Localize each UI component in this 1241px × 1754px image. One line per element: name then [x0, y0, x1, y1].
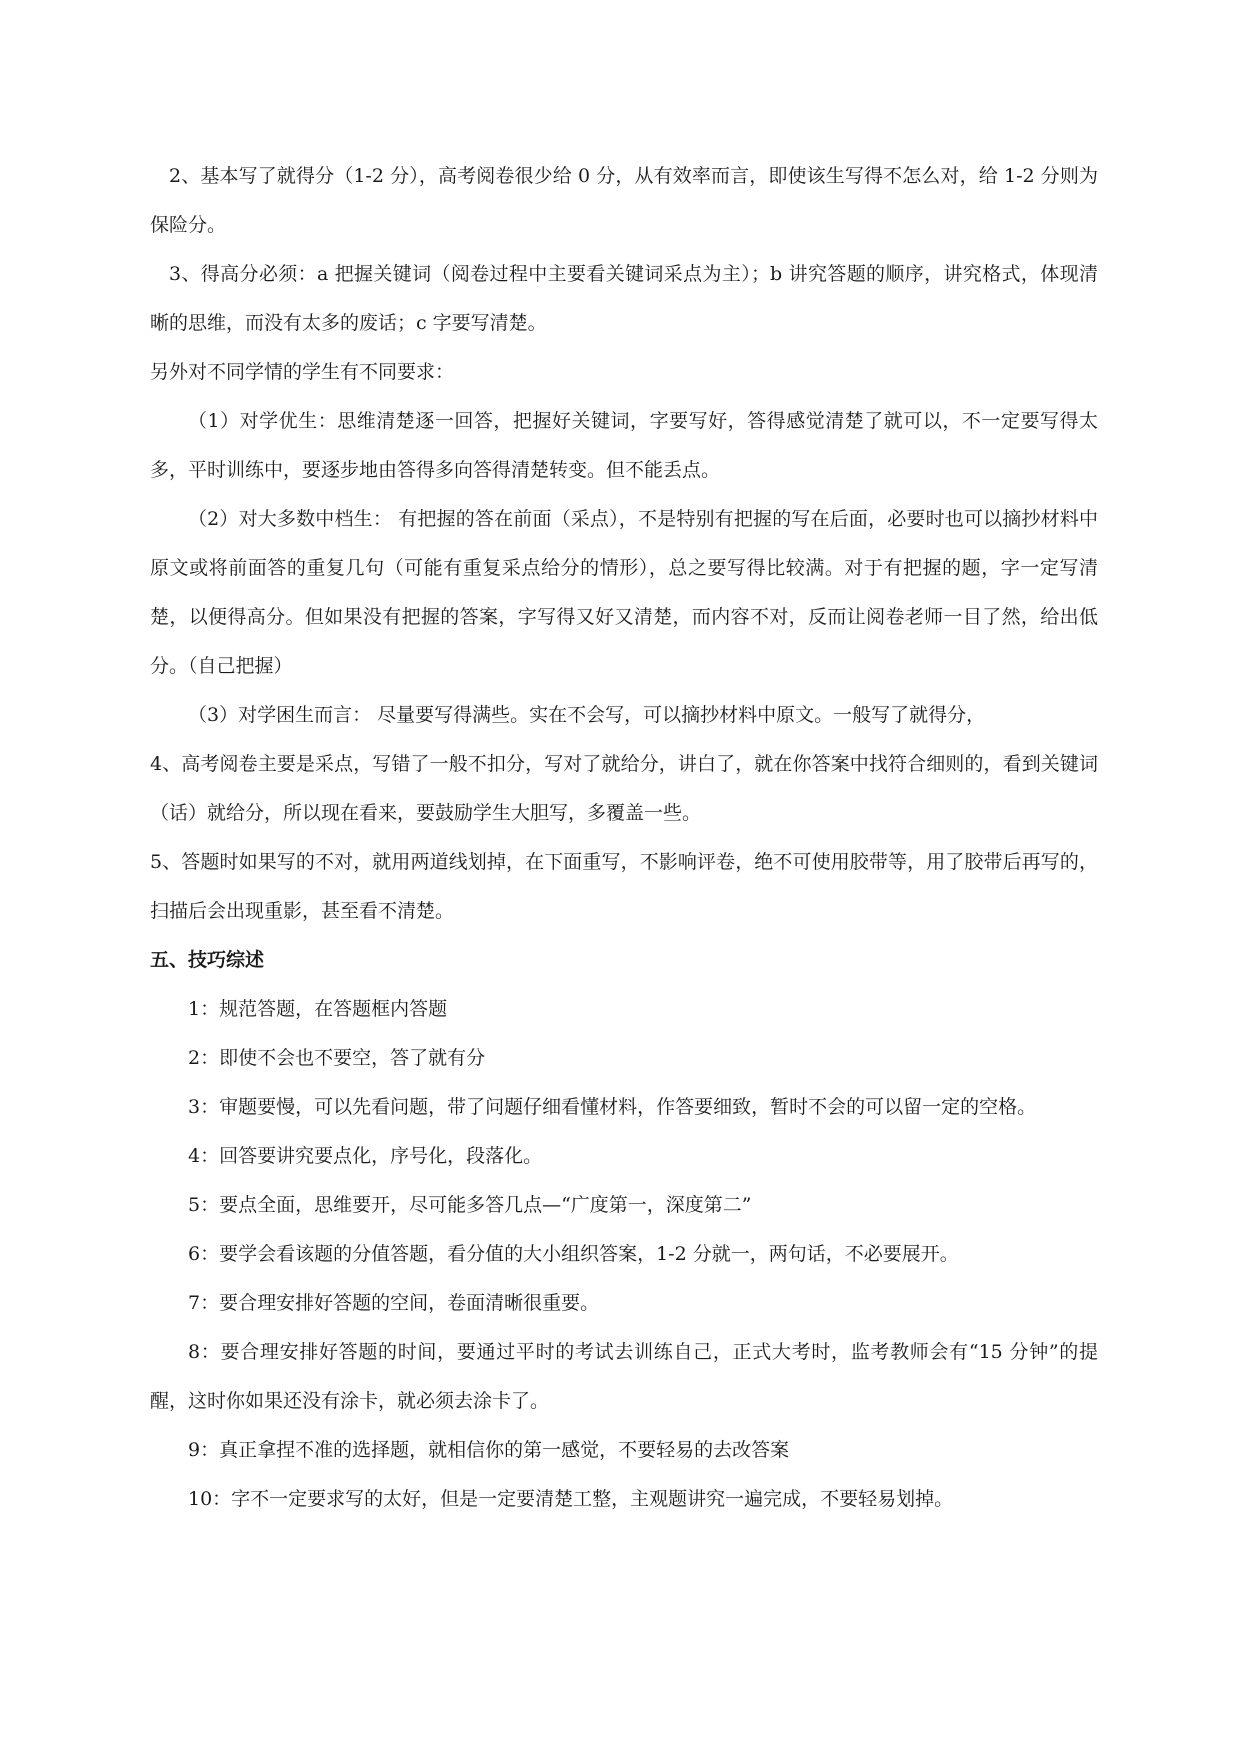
tip-item: 10：字不一定要求写的太好，但是一定要清楚工整，主观题讲究一遍完成，不要轻易划掉。 — [188, 1488, 954, 1510]
tip-item: 9：真正拿捏不准的选择题，就相信你的第一感觉，不要轻易的去改答案 — [188, 1439, 790, 1461]
paragraph-student-levels-intro: 另外对不同学情的学生有不同要求： — [150, 361, 455, 383]
tip-item: 6：要学会看该题的分值答题，看分值的大小组织答案，1-2 分就一，两句话，不必要展开。 — [188, 1243, 959, 1265]
paragraph-middle-students: （2）对大多数中档生： 有把握的答在前面（采点），不是特别有把握的写在后面，必要时也可以摘抄材料中原文或将前面答的重复几句（可能有重复采点给分的情形），总之要写得比较满。对于有把握的题，字一定写清楚，以便得高分。但如果没有把握的答案，字写得又好又清楚，而内容不对，反而让阅卷老师一目了然，给出低分。（自己把握） — [150, 508, 1098, 677]
tip-item: 3：审题要慢，可以先看问题，带了问题仔细看懂材料，作答要细致，暂时不会的可以留一定的空格。 — [188, 1096, 1037, 1118]
paragraph-point-2: 2、基本写了就得分（1-2 分），高考阅卷很少给 0 分，从有效率而言，即使该生写得不怎么对，给 1-2 分则为保险分。 — [150, 165, 1098, 236]
tip-item: 4：回答要讲究要点化，序号化，段落化。 — [188, 1145, 543, 1167]
document-body — [150, 152, 1098, 1524]
tip-item: 7：要合理安排好答题的空间，卷面清晰很重要。 — [188, 1292, 600, 1314]
paragraph-struggling-students: （3）对学困生而言： 尽量要写得满些。实在不会写，可以摘抄材料中原文。一般写了就得分， — [188, 704, 986, 726]
tip-item: 2：即使不会也不要空，答了就有分 — [188, 1047, 486, 1069]
paragraph-point-4: 4、高考阅卷主要是采点，写错了一般不扣分，写对了就给分，讲白了，就在你答案中找符合细则的，看到关键词（话）就给分，所以现在看来，要鼓励学生大胆写，多覆盖一些。 — [150, 753, 1098, 824]
tip-item: 8：要合理安排好答题的时间，要通过平时的考试去训练自己，正式大考时，监考教师会有“15 分钟”的提醒，这时你如果还没有涂卡，就必须去涂卡了。 — [150, 1341, 1098, 1412]
section-heading: 五、技巧综述 — [150, 949, 265, 971]
paragraph-point-3: 3、得高分必须：a 把握关键词（阅卷过程中主要看关键词采点为主）；b 讲究答题的顺序，讲究格式，体现清晰的思维，而没有太多的废话；c 字要写清楚。 — [150, 263, 1098, 334]
paragraph-point-5: 5、答题时如果写的不对，就用两道线划掉，在下面重写，不影响评卷，绝不可使用胶带等，用了胶带后再写的，扫描后会出现重影，甚至看不清楚。 — [150, 851, 1098, 922]
tip-item: 5：要点全面，思维要开，尽可能多答几点—“广度第一，深度第二” — [188, 1194, 752, 1216]
tip-item: 1：规范答题，在答题框内答题 — [188, 998, 448, 1020]
paragraph-top-students: （1）对学优生：思维清楚逐一回答，把握好关键词，字要写好，答得感觉清楚了就可以，不一定要写得太多，平时训练中，要逐步地由答得多向答得清楚转变。但不能丢点。 — [150, 410, 1098, 481]
